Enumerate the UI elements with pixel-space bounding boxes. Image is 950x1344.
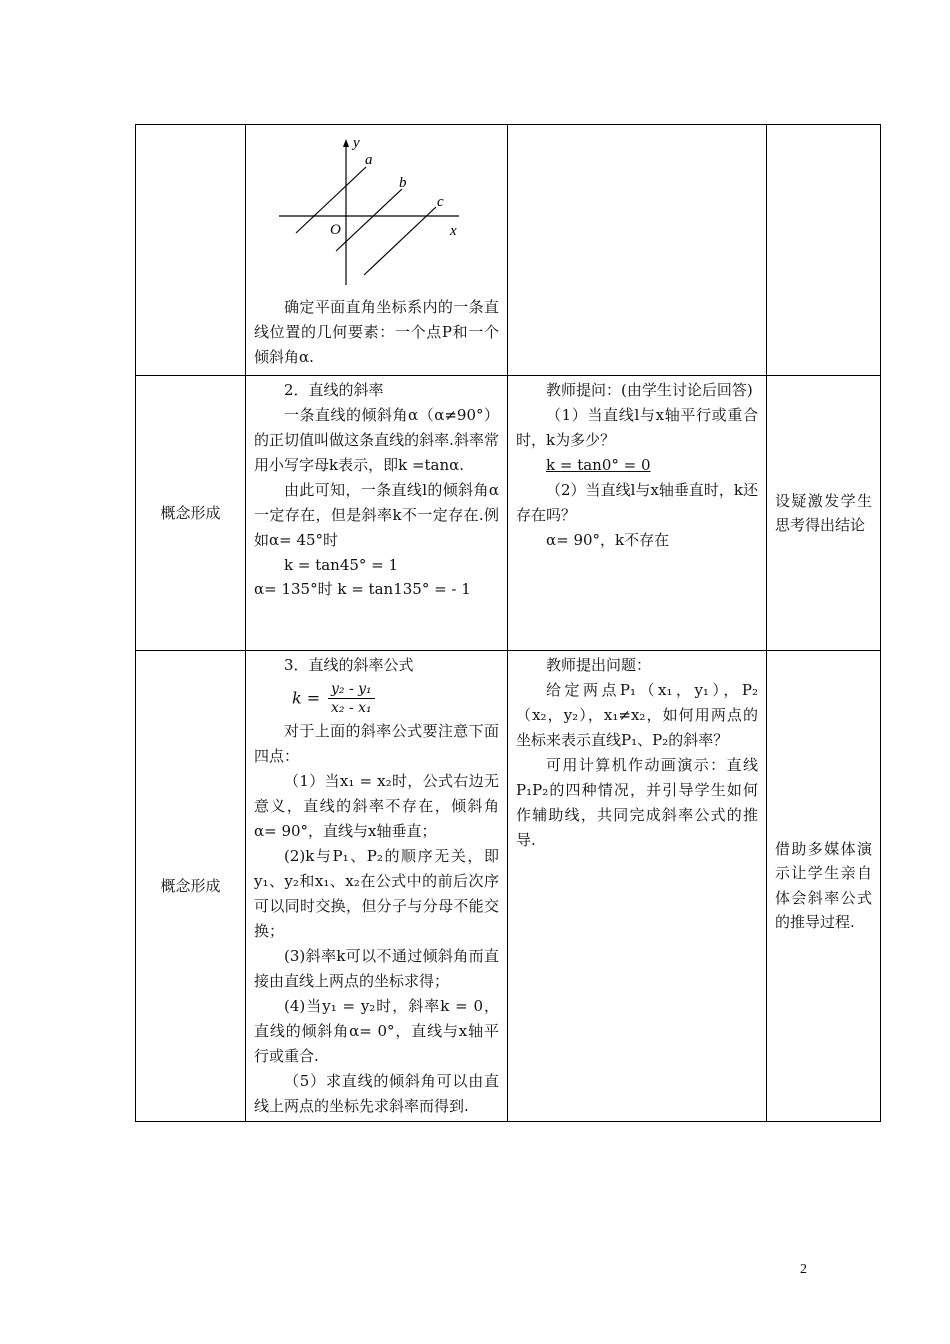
purpose-cell: 借助多媒体演示让学生亲自体会斜率公式的推导过程.	[767, 651, 881, 1122]
teacher-cell	[508, 651, 767, 1122]
slope-definition: 一条直线的倾斜角α（α≠90°）的正切值叫做这条直线的斜率.斜率常用小写字母k表示，即k =tanα.	[254, 405, 499, 474]
example-eq2: α= 135°时 k = tan135° = - 1	[254, 580, 471, 598]
content-cell	[246, 125, 508, 376]
coordinate-figure	[254, 127, 482, 287]
formula-lhs: k =	[292, 687, 321, 707]
answer-1: k = tan0° = 0	[546, 456, 651, 474]
question-2: （2）当直线l与x轴垂直时，k还存在吗？	[516, 480, 758, 524]
formula-note-2: (2)k与P₁、P₂的顺序无关，即y₁、y₂和x₁、x₂在公式中的前后次序可以同时交换，但分子与分母不能交换；	[254, 846, 499, 940]
origin-label: O	[330, 222, 341, 238]
section-heading: 3．直线的斜率公式	[284, 656, 414, 674]
geometry-elements-text: 确定平面直角坐标系内的一条直线位置的几何要素：一个点P和一个倾斜角α.	[254, 298, 499, 366]
stage-cell-empty	[136, 125, 246, 376]
formula-note-4: (4)当y₁ = y₂时，斜率k = 0，直线的倾斜角α= 0°，直线与x轴平行或重合.	[254, 996, 499, 1065]
table-row	[136, 125, 881, 376]
teacher-cell-empty	[508, 125, 767, 376]
y-axis-arrow	[343, 139, 349, 147]
page-number: 2	[800, 1262, 807, 1277]
teacher-intro: 教师提问：(由学生讨论后回答)	[546, 381, 753, 399]
teacher-question: 给定两点P₁（x₁，y₁），P₂（x₂，y₂），x₁≠x₂，如何用两点的坐标来表示直线P₁、P₂的斜率？	[516, 681, 758, 749]
question-1: （1）当直线l与x轴平行或重合时，k为多少？	[516, 406, 758, 449]
formula-denominator: x₂ - x₁	[330, 699, 372, 716]
purpose-cell-empty	[767, 125, 881, 376]
line-c	[364, 207, 436, 275]
teacher-intro: 教师提出问题：	[546, 656, 652, 674]
table-row	[136, 651, 881, 1122]
example-eq1: k = tan45° = 1	[284, 555, 399, 574]
slope-formula	[292, 680, 499, 717]
content-cell	[246, 376, 508, 651]
lesson-table	[135, 124, 881, 1122]
line-c-label: c	[437, 194, 444, 210]
table-row	[136, 376, 881, 651]
x-axis-label: x	[450, 223, 457, 239]
formula-fraction	[328, 680, 375, 717]
formula-notes-intro: 对于上面的斜率公式要注意下面四点：	[254, 721, 499, 765]
teacher-cell	[508, 376, 767, 651]
slope-existence: 由此可知，一条直线l的倾斜角α一定存在，但是斜率k不一定存在.例如α= 45°时	[254, 480, 499, 549]
purpose-cell: 设疑激发学生思考得出结论	[767, 376, 881, 651]
formula-note-1: （1）当x₁ = x₂时，公式右边无意义，直线的斜率不存在，倾斜角α= 90°，直线与x轴垂直；	[254, 771, 499, 840]
answer-2: α= 90°，k不存在	[546, 530, 670, 549]
teacher-demo: 可用计算机作动画演示：直线P₁P₂的四种情况，并引导学生如何作辅助线，共同完成斜率公式的推导.	[516, 756, 758, 849]
section-heading: 2．直线的斜率	[284, 381, 384, 399]
content-cell	[246, 651, 508, 1122]
line-b-label: b	[399, 175, 407, 191]
stage-cell: 概念形成	[136, 376, 246, 651]
formula-note-3: (3)斜率k可以不通过倾斜角而直接由直线上两点的坐标求得；	[254, 946, 499, 990]
y-axis-label: y	[353, 135, 360, 151]
line-a-label: a	[365, 152, 373, 168]
formula-note-5: （5）求直线的倾斜角可以由直线上两点的坐标先求斜率而得到.	[254, 1071, 499, 1115]
formula-numerator: y₂ - y₁	[328, 680, 375, 699]
stage-cell: 概念形成	[136, 651, 246, 1122]
